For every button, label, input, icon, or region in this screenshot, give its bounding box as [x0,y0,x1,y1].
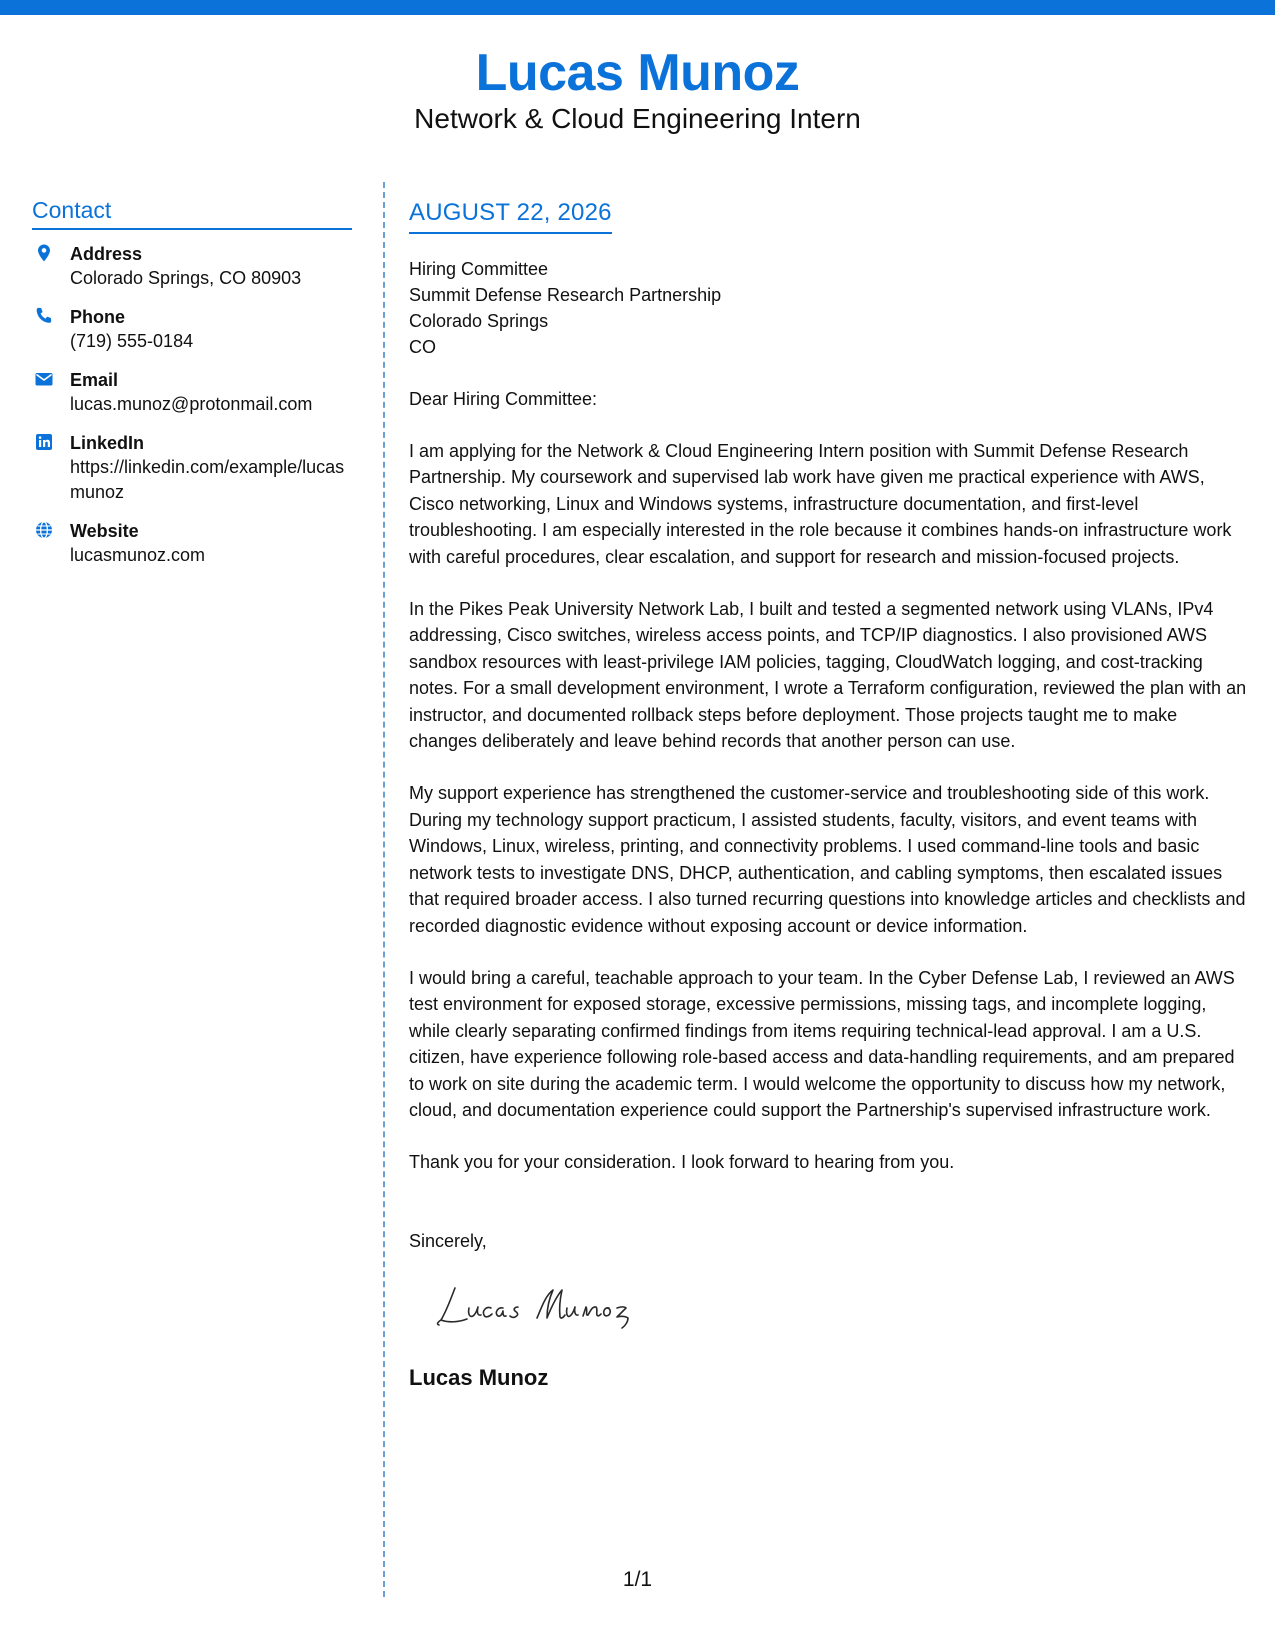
contact-value: lucas.munoz@protonmail.com [70,394,313,414]
body-paragraph: In the Pikes Peak University Network Lab, I built and tested a segmented network using VLANs, IPv4 addressing, Cisco switches, wireless access points, and TCP/IP diagnostics. I also provisioned AWS sandbox resources with least-privilege IAM policies, tagging, CloudWatch logging, and cost-tracking notes. For a small development environment, I wrote a Terraform configuration, reviewed the plan with an instructor, and documented rollback steps before deployment. Those projects taught me to make changes deliberately and leave behind records that another person can use. [409,599,1247,752]
page-number: 1/1 [622,1568,653,1591]
contact-label: Website [70,521,139,541]
handwritten-signature [433,1276,1249,1336]
contact-heading: Contact [32,196,352,230]
globe-icon [34,520,54,540]
signer-name: Lucas Munoz [409,1364,549,1390]
contact-item-phone [32,305,352,354]
linkedin-icon [34,432,54,452]
contact-item-address [32,242,352,291]
contact-label: LinkedIn [70,433,145,453]
contact-item-linkedin [32,431,352,505]
recipient-line: Hiring Committee [409,259,549,279]
contact-sidebar [32,196,352,582]
salutation: Dear Hiring Committee: [409,389,598,409]
applicant-job-title: Network & Cloud Engineering Intern [414,103,861,134]
contact-label: Phone [70,307,126,327]
recipient-line: Colorado Springs [409,311,549,331]
phone-icon [34,306,54,326]
letter-body [409,198,1249,1392]
body-paragraph: I am applying for the Network & Cloud Engineering Intern position with Summit Defense Research Partnership. My coursework and supervised lab work have given me practical experience with AWS, Cisco networking, Linux and Windows systems, infrastructure documentation, and first-level troubleshooting. I am especially interested in the role because it combines hands-on infrastructure work with careful procedures, clear escalation, and support for research and mission-focused projects. [409,441,1232,567]
recipient-line: CO [409,337,436,357]
body-paragraph: My support experience has strengthened the customer-service and troubleshooting side of this work. During my technology support practicum, I assisted students, faculty, visitors, and event teams with Windows, Linux, wireless, printing, and connectivity problems. I used command-line tools and basic network tests to investigate DNS, DHCP, authentication, and cabling symptoms, then escalated issues that required broader access. I also turned recurring questions into knowledge articles and checklists and recorded diagnostic evidence without exposing account or device information. [409,783,1246,936]
email-icon [34,369,54,389]
contact-value: lucasmunoz.com [70,545,206,565]
body-paragraph: Thank you for your consideration. I look forward to hearing from you. [409,1152,955,1173]
signature-image [433,1276,673,1336]
letter-date: AUGUST 22, 2026 [409,198,612,234]
map-pin-icon [34,243,54,263]
recipient-line: Summit Defense Research Partnership [409,285,722,305]
contact-label: Email [70,370,119,390]
applicant-name: Lucas Munoz [475,44,800,102]
contact-label: Address [70,244,143,264]
contact-value: https://linkedin.com/example/lucasmunoz [70,457,345,502]
contact-item-email [32,368,352,417]
letter-header [0,44,1275,136]
contact-value: (719) 555-0184 [70,331,194,351]
recipient-block [409,256,1249,360]
top-accent-bar [0,0,1275,15]
body-paragraph: I would bring a careful, teachable approach to your team. In the Cyber Defense Lab, I reviewed an AWS test environment for exposed storage, excessive permissions, missing tags, and incomplete logging, while clearly separating confirmed findings from items requiring technical-lead approval. I am a U.S. citizen, have experience following role-based access and data-handling requirements, and am prepared to work on site during the academic term. I would welcome the opportunity to discuss how my network, cloud, and documentation experience could support the Partnership's supervised infrastructure work. [409,967,1235,1120]
contact-value: Colorado Springs, CO 80903 [70,268,302,288]
contact-item-website [32,519,352,568]
contact-list [32,242,352,568]
closing: Sincerely, [409,1230,487,1251]
column-divider [383,182,385,1597]
